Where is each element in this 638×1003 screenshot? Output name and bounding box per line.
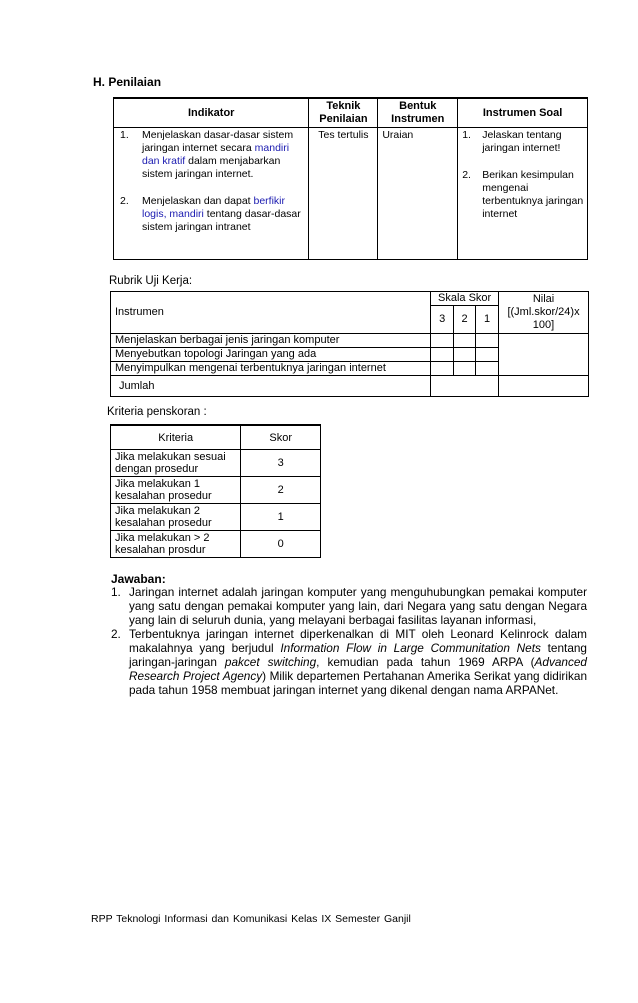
teknik-cell: Tes tertulis — [309, 128, 378, 260]
kriteria-text: Jika melakukan 1 kesalahan prosedur — [111, 477, 241, 504]
indikator-item-1: 1. Menjelaskan dasar-dasar sistem jaringan internet secara mandiri dan kratif dalam menjabarkan sistem jaringan internet. — [120, 129, 294, 180]
rubrik-header-nilai: Nilai [(Jml.skor/24)x 100] — [499, 292, 589, 334]
rubrik-table — [110, 291, 589, 397]
jawaban-item-1: 1. Jaringan internet adalah jaringan komputer yang menguhubungkan pemakai komputer yang satu dengan pemakai komputer yang lain, dari Negara yang satu dengan Negara yang lain di seluruh dunia, yang melayani berbagai fasilitas layanan informasi, — [111, 585, 587, 627]
assessment-body-row — [114, 128, 588, 260]
page-footer: RPP Teknologi Informasi dan Komunikasi Kelas IX Semester Ganjil — [91, 913, 411, 925]
kriteria-label: Kriteria penskoran : — [107, 406, 207, 418]
rubrik-row-label: Menyebutkan topologi Jaringan yang ada — [111, 348, 431, 362]
kriteria-skor: 0 — [241, 531, 321, 558]
kriteria-row — [111, 504, 321, 531]
kriteria-row — [111, 450, 321, 477]
kriteria-header: Kriteria — [111, 425, 241, 450]
bentuk-cell: Uraian — [378, 128, 458, 260]
rubrik-total-label: Jumlah — [111, 376, 431, 397]
kriteria-row — [111, 531, 321, 558]
instrumen-soal-cell — [458, 128, 588, 260]
rubrik-score-2: 2 — [454, 306, 476, 334]
indikator-item-2: 2. Menjelaskan dan dapat berfikir logis, mandiri tentang dasar-dasar sistem jaringan intranet — [120, 195, 301, 233]
rubrik-row-label: Menjelaskan berbagai jenis jaringan komputer — [111, 334, 431, 348]
kriteria-text: Jika melakukan sesuai dengan prosedur — [111, 450, 241, 477]
soal-item-2: 2. Berikan kesimpulan mengenai terbentuknya jaringan internet — [462, 169, 584, 220]
rubrik-score-3: 3 — [431, 306, 454, 334]
kriteria-table — [110, 424, 321, 558]
kriteria-row — [111, 477, 321, 504]
header-instrumen-soal: Instrumen Soal — [458, 98, 588, 128]
header-bentuk: Bentuk Instrumen — [378, 98, 458, 128]
header-teknik: Teknik Penilaian — [309, 98, 378, 128]
skor-header: Skor — [241, 425, 321, 450]
rubrik-score-1: 1 — [476, 306, 499, 334]
rubrik-label: Rubrik Uji Kerja: — [109, 275, 193, 287]
rubrik-header-instrumen: Instrumen — [111, 292, 431, 334]
jawaban-item-2: 2. Terbentuknya jaringan internet diperkenalkan di MIT oleh Leonard Kelinrock dalam makalahnya yang berjudul Information Flow in Large Communitation Nets tentang jaringan-jaringan pakcet switching, kemudian pada tahun 1969 ARPA (Advanced Research Project Agency) Milik departemen Pertahanan Amerika Serikat yang didirikan pada tahun 1958 membuat jaringan internet yang dikenal dengan nama ARPANet. — [111, 627, 588, 697]
kriteria-text: Jika melakukan 2 kesalahan prosedur — [111, 504, 241, 531]
rubrik-row — [111, 334, 589, 348]
assessment-table — [113, 97, 588, 260]
section-title: H. Penilaian — [93, 75, 162, 89]
assessment-header-row — [114, 98, 588, 128]
rubrik-header-skala: Skala Skor — [431, 292, 499, 306]
kriteria-skor: 2 — [241, 477, 321, 504]
rubrik-row-label: Menyimpulkan mengenai terbentuknya jaringan internet — [111, 362, 431, 376]
soal-item-1: 1. Jelaskan tentang jaringan internet! — [462, 129, 562, 154]
kriteria-text: Jika melakukan > 2 kesalahan prosdur — [111, 531, 241, 558]
jawaban-title: Jawaban: — [111, 572, 166, 586]
rubrik-total-row — [111, 376, 589, 397]
jawaban-list — [111, 585, 587, 697]
header-indikator: Indikator — [114, 98, 309, 128]
kriteria-skor: 3 — [241, 450, 321, 477]
kriteria-skor: 1 — [241, 504, 321, 531]
indikator-cell — [114, 128, 309, 260]
